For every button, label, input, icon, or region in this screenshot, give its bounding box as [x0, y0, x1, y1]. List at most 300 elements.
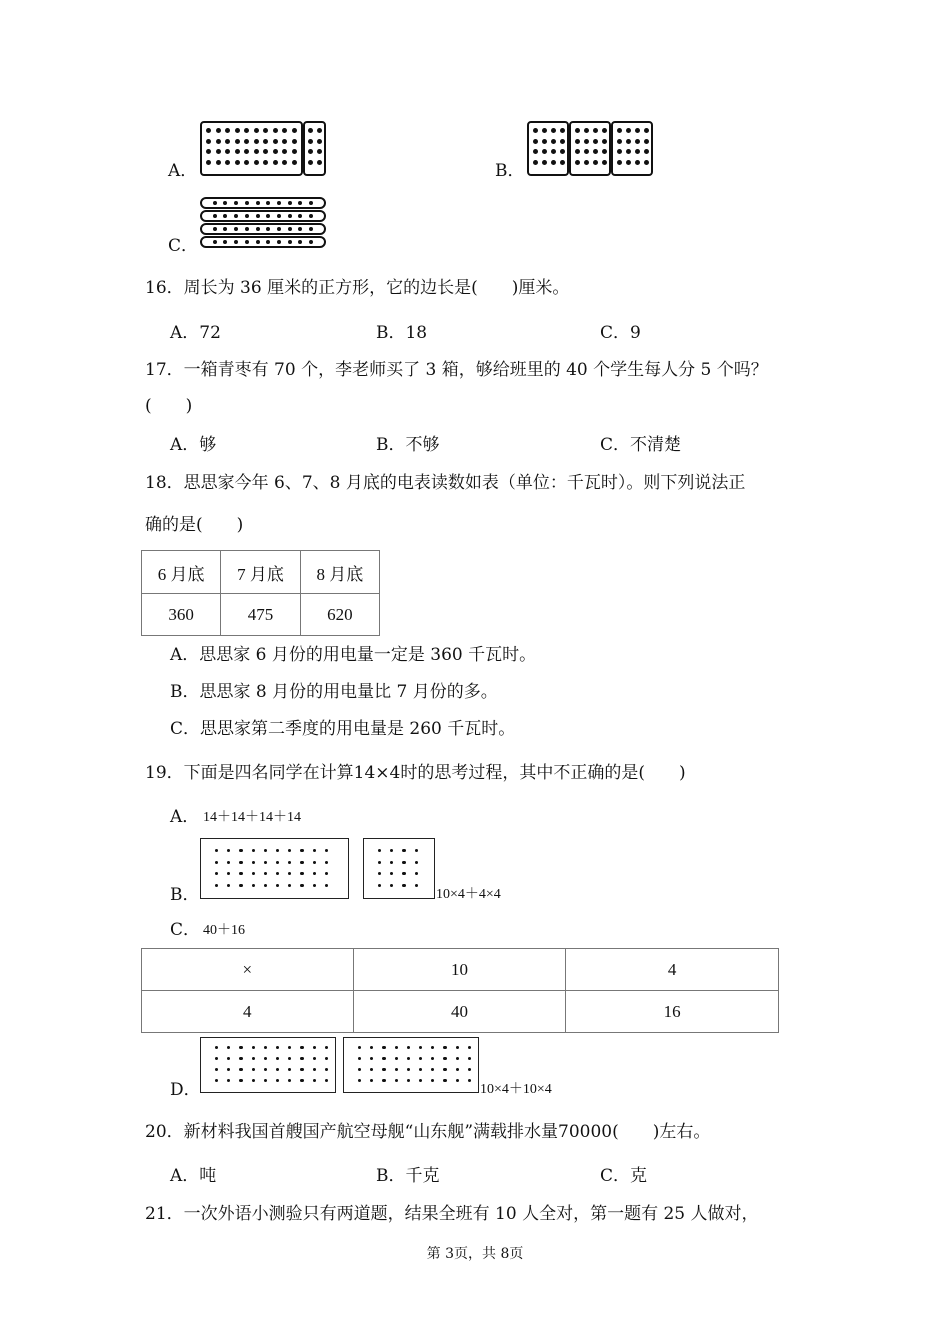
- dot: [215, 1079, 218, 1082]
- dot: [288, 227, 292, 231]
- q16-option-c: C．9: [600, 323, 641, 343]
- dot: [215, 861, 218, 864]
- dot: [402, 849, 405, 852]
- dot: [264, 1046, 267, 1049]
- q17-stem-line2: ( ): [145, 396, 193, 416]
- q15-a-dots-2: [308, 128, 326, 170]
- dot: [235, 139, 240, 144]
- dot: [288, 214, 292, 218]
- dot: [325, 1046, 328, 1049]
- q20-option-b: B．千克: [376, 1166, 440, 1186]
- dot: [313, 872, 316, 875]
- dot: [415, 872, 418, 875]
- dot: [407, 1068, 410, 1071]
- dot: [266, 201, 270, 205]
- dot: [244, 139, 249, 144]
- dot: [575, 139, 580, 144]
- dot: [308, 139, 313, 144]
- q16-option-a: A．72: [170, 323, 221, 343]
- dot: [292, 149, 297, 154]
- q15-c-strip-1: [200, 197, 326, 209]
- dot: [245, 201, 249, 205]
- dot: [626, 139, 631, 144]
- q15-b-frame-1: [527, 121, 569, 176]
- table-header-cell: 6 月底: [142, 551, 221, 594]
- dot: [277, 201, 281, 205]
- dot: [263, 128, 268, 133]
- dot: [277, 227, 281, 231]
- dot: [325, 861, 328, 864]
- dot: [390, 884, 393, 887]
- dot: [533, 128, 538, 133]
- dot: [370, 1057, 373, 1060]
- dot: [300, 861, 303, 864]
- dot: [252, 1068, 255, 1071]
- dot: [635, 128, 640, 133]
- dot: [443, 1079, 446, 1082]
- dot: [266, 214, 270, 218]
- dot: [256, 201, 260, 205]
- dot: [415, 861, 418, 864]
- q19-b-dots-4x4: [378, 849, 427, 895]
- dot: [402, 872, 405, 875]
- q19-c-multiplication-table: [141, 948, 779, 1033]
- q15-b-dots-1: [533, 128, 569, 170]
- dot: [468, 1079, 471, 1082]
- q15-option-b-label: B．: [495, 161, 525, 181]
- dot: [239, 1057, 242, 1060]
- dot: [239, 884, 242, 887]
- dot: [239, 1068, 242, 1071]
- dot: [395, 1046, 398, 1049]
- dot: [239, 849, 242, 852]
- dot: [288, 1046, 291, 1049]
- dot: [206, 160, 211, 165]
- dot: [223, 240, 227, 244]
- dot: [317, 160, 322, 165]
- dot: [551, 128, 556, 133]
- q17-option-a: A．够: [170, 435, 217, 455]
- dot: [560, 128, 565, 133]
- dot: [407, 1057, 410, 1060]
- table-cell: 4: [142, 991, 354, 1033]
- q16-option-b: B．18: [376, 323, 428, 343]
- dot: [223, 214, 227, 218]
- q17-option-b: B．不够: [376, 435, 440, 455]
- dot: [252, 1057, 255, 1060]
- dot: [288, 884, 291, 887]
- dot: [325, 1068, 328, 1071]
- dot: [560, 139, 565, 144]
- dot: [288, 1079, 291, 1082]
- dot: [602, 139, 607, 144]
- dot: [256, 240, 260, 244]
- q15-b-frame-2: [569, 121, 611, 176]
- dot: [300, 1079, 303, 1082]
- dot: [325, 884, 328, 887]
- dot: [206, 149, 211, 154]
- dot: [215, 1057, 218, 1060]
- dot: [227, 1046, 230, 1049]
- q19-option-c-label: C．: [170, 920, 201, 940]
- dot: [223, 227, 227, 231]
- dot: [390, 861, 393, 864]
- dot: [468, 1057, 471, 1060]
- dot: [239, 861, 242, 864]
- dot: [300, 849, 303, 852]
- dot: [378, 884, 381, 887]
- dot: [288, 201, 292, 205]
- dot: [276, 861, 279, 864]
- dot: [288, 1057, 291, 1060]
- dot: [213, 227, 217, 231]
- dot: [252, 1046, 255, 1049]
- dot: [575, 149, 580, 154]
- q20-option-c: C．克: [600, 1166, 648, 1186]
- dot: [358, 1046, 361, 1049]
- page-footer: 第 3页，共 8页: [426, 1246, 524, 1262]
- dot: [254, 160, 259, 165]
- dot: [288, 861, 291, 864]
- dot: [602, 160, 607, 165]
- dot: [402, 861, 405, 864]
- dot: [584, 149, 589, 154]
- dot: [309, 240, 313, 244]
- dot: [382, 1046, 385, 1049]
- dot: [308, 149, 313, 154]
- table-header-cell: 7 月底: [221, 551, 300, 594]
- dot: [215, 1046, 218, 1049]
- dot: [468, 1068, 471, 1071]
- dot: [227, 1057, 230, 1060]
- dot: [244, 128, 249, 133]
- q15-option-c-label: C．: [168, 236, 199, 256]
- dot: [298, 201, 302, 205]
- q19-option-c-expr: 40＋16: [203, 923, 245, 938]
- dot: [593, 128, 598, 133]
- dot: [254, 139, 259, 144]
- dot: [254, 149, 259, 154]
- dot: [626, 149, 631, 154]
- dot: [644, 160, 649, 165]
- dot: [308, 128, 313, 133]
- dot: [288, 1068, 291, 1071]
- dot: [626, 160, 631, 165]
- dot: [300, 1068, 303, 1071]
- dot: [533, 160, 538, 165]
- dot: [593, 139, 598, 144]
- dot: [254, 128, 259, 133]
- q18-stem-line2: 确的是( ): [145, 515, 244, 535]
- dot: [235, 160, 240, 165]
- dot: [419, 1046, 422, 1049]
- q15-c-strip-3: [200, 223, 326, 235]
- q19-option-d-label: D．: [170, 1080, 201, 1100]
- dot: [215, 849, 218, 852]
- dot: [415, 884, 418, 887]
- dot: [292, 139, 297, 144]
- q19-option-a-expr: 14＋14＋14＋14: [203, 810, 301, 825]
- dot: [216, 149, 221, 154]
- dot: [443, 1046, 446, 1049]
- dot: [276, 1079, 279, 1082]
- dot: [602, 149, 607, 154]
- dot: [533, 149, 538, 154]
- dot: [239, 872, 242, 875]
- dot: [313, 861, 316, 864]
- q19-option-d-expr: 10×4＋10×4: [480, 1082, 552, 1097]
- dot: [256, 214, 260, 218]
- dot: [215, 884, 218, 887]
- dot: [644, 139, 649, 144]
- dot: [617, 139, 622, 144]
- dot: [395, 1079, 398, 1082]
- dot: [635, 149, 640, 154]
- dot: [213, 240, 217, 244]
- dot: [213, 201, 217, 205]
- dot: [402, 884, 405, 887]
- dot: [239, 1079, 242, 1082]
- q19-b-dot-box-10: [200, 838, 349, 899]
- dot: [358, 1068, 361, 1071]
- dot: [431, 1068, 434, 1071]
- dot: [390, 849, 393, 852]
- dot: [431, 1057, 434, 1060]
- q18-option-a: A．思思家 6 月份的用电量一定是 360 千瓦时。: [170, 645, 537, 665]
- dot: [264, 1057, 267, 1060]
- q17-option-c: C．不清楚: [600, 435, 682, 455]
- dot: [252, 872, 255, 875]
- dot: [560, 149, 565, 154]
- dot: [456, 1068, 459, 1071]
- dot: [443, 1068, 446, 1071]
- dot: [282, 149, 287, 154]
- dot: [235, 128, 240, 133]
- dot: [277, 240, 281, 244]
- dot: [560, 160, 565, 165]
- dot: [407, 1046, 410, 1049]
- dot: [273, 160, 278, 165]
- dot: [227, 872, 230, 875]
- table-cell: 620: [300, 594, 379, 636]
- dot: [252, 1079, 255, 1082]
- q19-option-b-label: B．: [170, 885, 200, 905]
- dot: [263, 139, 268, 144]
- dot: [282, 139, 287, 144]
- table-header-cell: 4: [566, 949, 779, 991]
- dot: [282, 128, 287, 133]
- table-cell: 475: [221, 594, 300, 636]
- dot: [292, 128, 297, 133]
- dot: [234, 240, 238, 244]
- dot: [264, 1079, 267, 1082]
- dot: [216, 160, 221, 165]
- dot: [584, 128, 589, 133]
- dot: [225, 128, 230, 133]
- q15-option-a-label: A．: [168, 161, 198, 181]
- dot: [370, 1079, 373, 1082]
- q15-a-ten-frame: [200, 121, 303, 176]
- dot: [542, 139, 547, 144]
- dot: [325, 849, 328, 852]
- q15-c-strip-2: [200, 210, 326, 222]
- dot: [456, 1046, 459, 1049]
- dot: [635, 160, 640, 165]
- dot: [325, 1079, 328, 1082]
- dot: [456, 1079, 459, 1082]
- dot: [593, 160, 598, 165]
- q19-d-dot-box-1: [200, 1037, 336, 1093]
- q17-stem-line1: 17．一箱青枣有 70 个，李老师买了 3 箱，够给班里的 40 个学生每人分 5 个吗？: [145, 360, 768, 380]
- dot: [244, 160, 249, 165]
- dot: [593, 149, 598, 154]
- dot: [602, 128, 607, 133]
- q20-option-a: A．吨: [170, 1166, 217, 1186]
- dot: [617, 160, 622, 165]
- dot: [390, 872, 393, 875]
- dot: [225, 139, 230, 144]
- dot: [325, 1057, 328, 1060]
- dot: [300, 884, 303, 887]
- dot: [298, 240, 302, 244]
- dot: [584, 139, 589, 144]
- dot: [234, 214, 238, 218]
- dot: [382, 1068, 385, 1071]
- dot: [239, 1046, 242, 1049]
- dot: [309, 201, 313, 205]
- q19-d-dot-box-2: [343, 1037, 479, 1093]
- dot: [313, 1057, 316, 1060]
- dot: [551, 139, 556, 144]
- dot: [213, 214, 217, 218]
- table-header-cell: 8 月底: [300, 551, 379, 594]
- dot: [313, 1068, 316, 1071]
- q15-a-dots-10: [206, 128, 301, 170]
- q15-c-strip-4: [200, 236, 326, 248]
- dot: [644, 128, 649, 133]
- q19-stem: 19．下面是四名同学在计算14×4时的思考过程，其中不正确的是( ): [145, 763, 686, 783]
- dot: [288, 872, 291, 875]
- dot: [626, 128, 631, 133]
- dot: [263, 160, 268, 165]
- dot: [468, 1046, 471, 1049]
- dot: [300, 1057, 303, 1060]
- dot: [264, 861, 267, 864]
- dot: [215, 1068, 218, 1071]
- dot: [225, 160, 230, 165]
- dot: [575, 128, 580, 133]
- dot: [443, 1057, 446, 1060]
- dot: [266, 240, 270, 244]
- dot: [227, 849, 230, 852]
- q18-option-b: B．思思家 8 月份的用电量比 7 月份的多。: [170, 682, 498, 702]
- dot: [264, 849, 267, 852]
- dot: [358, 1079, 361, 1082]
- dot: [431, 1079, 434, 1082]
- dot: [431, 1046, 434, 1049]
- q19-option-a-label: A．: [170, 807, 200, 827]
- dot: [277, 214, 281, 218]
- dot: [292, 160, 297, 165]
- dot: [216, 139, 221, 144]
- dot: [276, 1068, 279, 1071]
- dot: [584, 160, 589, 165]
- dot: [276, 1046, 279, 1049]
- dot: [317, 139, 322, 144]
- dot: [266, 227, 270, 231]
- dot: [542, 128, 547, 133]
- dot: [456, 1057, 459, 1060]
- dot: [313, 1079, 316, 1082]
- dot: [378, 861, 381, 864]
- dot: [317, 149, 322, 154]
- dot: [264, 872, 267, 875]
- dot: [288, 849, 291, 852]
- dot: [264, 884, 267, 887]
- dot: [298, 214, 302, 218]
- dot: [244, 149, 249, 154]
- dot: [225, 149, 230, 154]
- dot: [395, 1068, 398, 1071]
- dot: [542, 149, 547, 154]
- dot: [298, 227, 302, 231]
- dot: [358, 1057, 361, 1060]
- dot: [370, 1046, 373, 1049]
- dot: [617, 149, 622, 154]
- dot: [215, 872, 218, 875]
- dot: [276, 849, 279, 852]
- dot: [227, 1079, 230, 1082]
- dot: [216, 128, 221, 133]
- dot: [378, 849, 381, 852]
- q15-b-frame-3: [611, 121, 653, 176]
- dot: [370, 1068, 373, 1071]
- dot: [378, 872, 381, 875]
- dot: [308, 160, 313, 165]
- dot: [300, 872, 303, 875]
- dot: [313, 884, 316, 887]
- dot: [276, 1057, 279, 1060]
- dot: [575, 160, 580, 165]
- dot: [263, 149, 268, 154]
- dot: [245, 227, 249, 231]
- dot: [542, 160, 547, 165]
- dot: [309, 227, 313, 231]
- dot: [206, 139, 211, 144]
- dot: [419, 1057, 422, 1060]
- dot: [223, 201, 227, 205]
- dot: [300, 1046, 303, 1049]
- dot: [551, 149, 556, 154]
- dot: [227, 884, 230, 887]
- dot: [407, 1079, 410, 1082]
- table-header-cell: 10: [353, 949, 566, 991]
- q21-stem: 21．一次外语小测验只有两道题，结果全班有 10 人全对，第一题有 25 人做对，: [145, 1204, 759, 1224]
- q18-option-c: C．思思家第二季度的用电量是 260 千瓦时。: [170, 719, 516, 739]
- q19-option-b-expr: 10×4＋4×4: [436, 887, 501, 902]
- dot: [273, 149, 278, 154]
- q19-b-dots-10x4: [215, 849, 337, 895]
- dot: [644, 149, 649, 154]
- dot: [325, 872, 328, 875]
- dot: [419, 1068, 422, 1071]
- dot: [273, 139, 278, 144]
- table-cell: 360: [142, 594, 221, 636]
- dot: [635, 139, 640, 144]
- dot: [309, 214, 313, 218]
- q15-b-dots-3: [617, 128, 653, 170]
- dot: [234, 201, 238, 205]
